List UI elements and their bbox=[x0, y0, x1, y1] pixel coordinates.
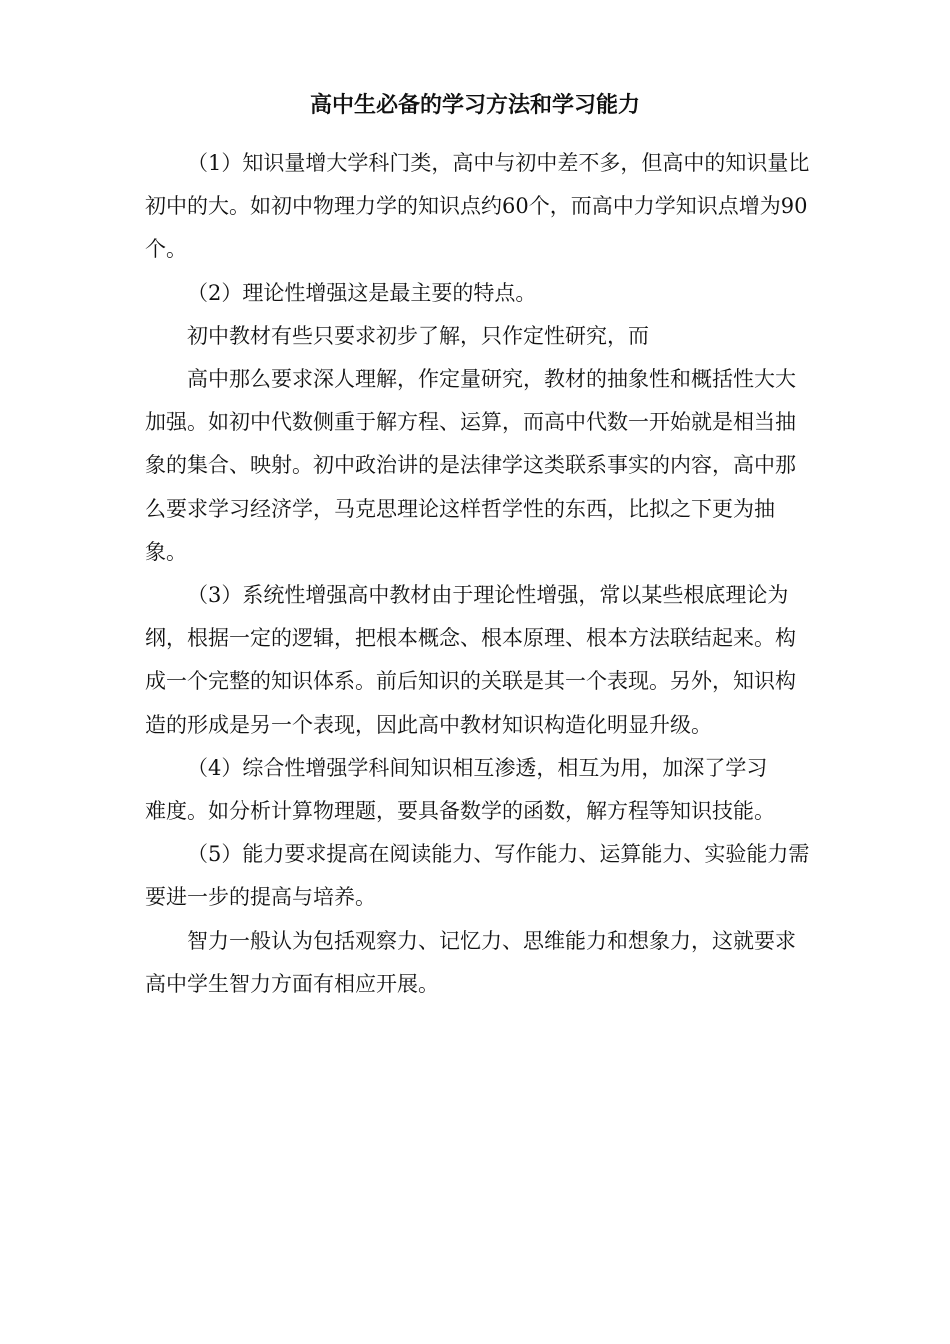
paragraph-ability: （5）能力要求提高在阅读能力、写作能力、运算能力、实验能力需要进一步的提高与培养。 bbox=[145, 842, 810, 910]
document-body bbox=[145, 142, 810, 1006]
paragraph-theory: （2）理论性增强这是最主要的特点。 bbox=[187, 280, 537, 305]
document-title: 高中生必备的学习方法和学习能力 bbox=[309, 93, 640, 118]
paragraph-comprehensive: （4）综合性增强学科间知识相互渗透，相互为用，加深了学习难度。如分析计算物理题，要具备数学的函数，解方程等知识技能。 bbox=[145, 755, 775, 824]
paragraph-junior-materials: 初中教材有些只要求初步了解，只作定性研究，而 bbox=[187, 323, 649, 348]
paragraph-systematic: （3）系统性增强高中教材由于理论性增强，常以某些根底理论为纲，根据一定的逻辑，把根本概念、根本原理、根本方法联结起来。构成一个完整的知识体系。前后知识的关联是其一个表现。另外，知识构造的形成是另一个表现，因此高中教材知识构造化明显升级。 bbox=[145, 583, 796, 737]
paragraph-senior-requirements: 高中那么要求深人理解，作定量研究，教材的抽象性和概括性大大加强。如初中代数侧重于解方程、运算，而高中代数一开始就是相当抽象的集合、映射。初中政治讲的是法律学这类联系事实的内容，高中那么要求学习经济学，马克思理论这样哲学性的东西，比拟之下更为抽象。 bbox=[145, 367, 796, 564]
paragraph-knowledge-volume: （1）知识量增大学科门类，高中与初中差不多，但高中的知识量比初中的大。如初中物理力学的知识点约60个，而高中力学知识点增为90个。 bbox=[145, 151, 810, 262]
paragraph-intelligence: 智力一般认为包括观察力、记忆力、思维能力和想象力，这就要求高中学生智力方面有相应开展。 bbox=[145, 928, 796, 996]
